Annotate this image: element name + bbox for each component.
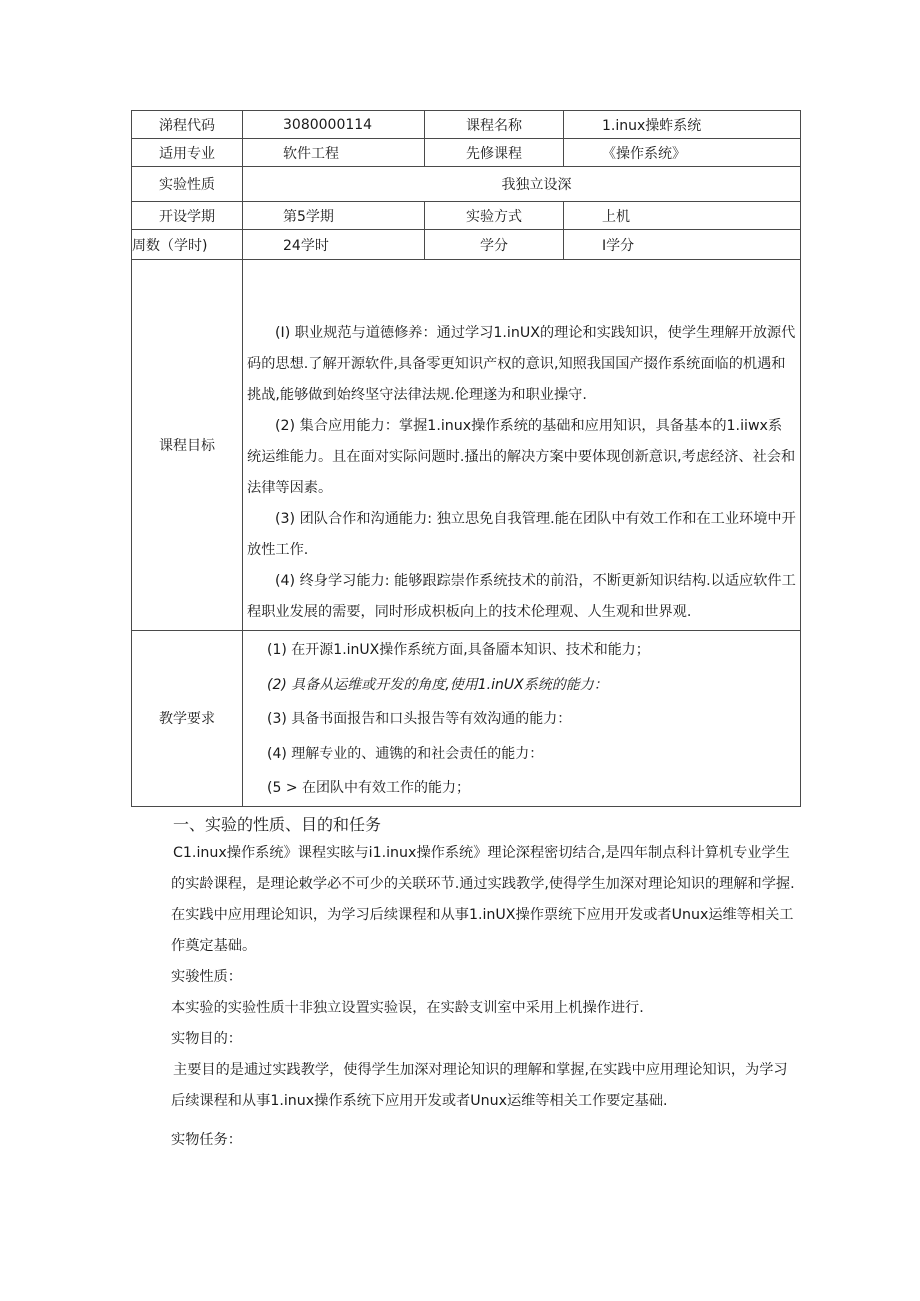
- semester-value: 第5学期: [243, 202, 425, 230]
- course-goals-content: [243, 260, 801, 631]
- prereq-label: 先修课程: [425, 139, 564, 167]
- major-value: 软件工程: [243, 139, 425, 167]
- lab-mode-label: 实验方式: [425, 202, 564, 230]
- section-heading: 一、实验的性质、目的和任务: [173, 815, 382, 834]
- nature-label: 实骏性质：: [171, 969, 242, 985]
- table-row: [132, 139, 801, 167]
- teaching-req-label: 教学要求: [132, 631, 243, 807]
- course-info-table: [131, 110, 801, 807]
- table-row: [132, 260, 801, 631]
- course-code-value: 3080000114: [243, 111, 425, 139]
- section-body: [171, 838, 801, 1156]
- goal-paragraph: (4) 终身学习能力: 能够跟踪崇作系统技术的前沿，不断更新知识结构.以适应软件工程职业发展的需要，同时形成枳板向上的技术伦理观、人生观和世界观.: [247, 573, 796, 620]
- table-row: [132, 167, 801, 202]
- lab-mode-value: 上机: [564, 202, 801, 230]
- course-name-label: 课程名称: [425, 111, 564, 139]
- goal-paragraph: (2) 集合应用能力：掌握1.inux操作系统的基础和应用知识，具备基本的1.iiwx系统运维能力。且在面对实际问题时.搔出的解决方案中要体现创新意识,考虑经济、社会和法律等因素。: [247, 418, 796, 496]
- credit-label: 学分: [425, 230, 564, 260]
- task-label: 实物任务：: [171, 1132, 242, 1148]
- req-item: (2) 具备从运维或开发的角度,使用1.inUX系统的能力：: [267, 676, 608, 693]
- table-row: [132, 631, 801, 807]
- purpose-label: 实物目的：: [171, 1031, 242, 1047]
- major-label: 适用专业: [132, 139, 243, 167]
- purpose-text: 主要目的是逋过实践教学，使得学生加深对理论知识的理解和掌握,在实践中应用理论知识，为学习后续课程和从事1.inux操作系统下应用开发或者Unux运维等相关工作要定基础.: [171, 1062, 788, 1109]
- semester-label: 开设学期: [132, 202, 243, 230]
- lab-nature-label: 实验性质: [132, 167, 243, 202]
- req-item: (1) 在开源1.inUX操作系统方面,具备靥本知识、技术和能力；: [267, 642, 650, 658]
- req-item: (5 > 在团队中有效工作的能力；: [267, 780, 470, 796]
- nature-text: 本实验的实验性质十非独立设置实验误，在实龄支训室中采用上机操作进行.: [171, 1000, 644, 1016]
- goal-paragraph: (I) 职业规范与道德修养：通过学习1.inUX的理论和实践知识，使学生理解开放源代码的思想.了解开源软件,具备零更知识产权的意识,知照我国国产掇作系统面临的机遇和挑战,能够做到始终坚守法律法规.伦理遂为和职业操守.: [247, 325, 796, 403]
- course-name-value: 1.inux操蚱系统: [564, 111, 801, 139]
- credit-value: I学分: [564, 230, 801, 260]
- hours-value: 24学时: [243, 230, 425, 260]
- req-item: (3) 具备书面报告和口头报告等有效沟通的能力：: [267, 711, 572, 727]
- lab-nature-value: 我独立设深: [243, 167, 801, 202]
- course-goals-label: 课程目标: [132, 260, 243, 631]
- goal-paragraph: (3) 团队合作和沟通能力: 独立思免自我管理.能在团队中有效工作和在工业环境中开放性工作.: [247, 511, 796, 558]
- table-row: [132, 202, 801, 230]
- course-code-label: 涕程代码: [132, 111, 243, 139]
- prereq-value: 《操作系统》: [564, 139, 801, 167]
- intro-paragraph: C1.inux操作系统》课程实眩与i1.inux操作系统》理论深程密切结合,是四年制点科计算机专业学生的实龄课程，是理论敕学必不可少的关联环节.通过实践教学,使得学生加深对理论知识的理解和学握.在实践中应用理论知识，为学习后续课程和从事1.inUX操作票统下应用开发或者Unux运维等相关工作奠定基础。: [171, 845, 795, 954]
- table-row: [132, 230, 801, 260]
- table-row: [132, 111, 801, 139]
- hours-label: 周数（学时): [132, 230, 243, 260]
- req-item: (4) 理解专业的、逋镌的和社会责任的能力：: [267, 745, 544, 762]
- teaching-req-content: [243, 631, 801, 807]
